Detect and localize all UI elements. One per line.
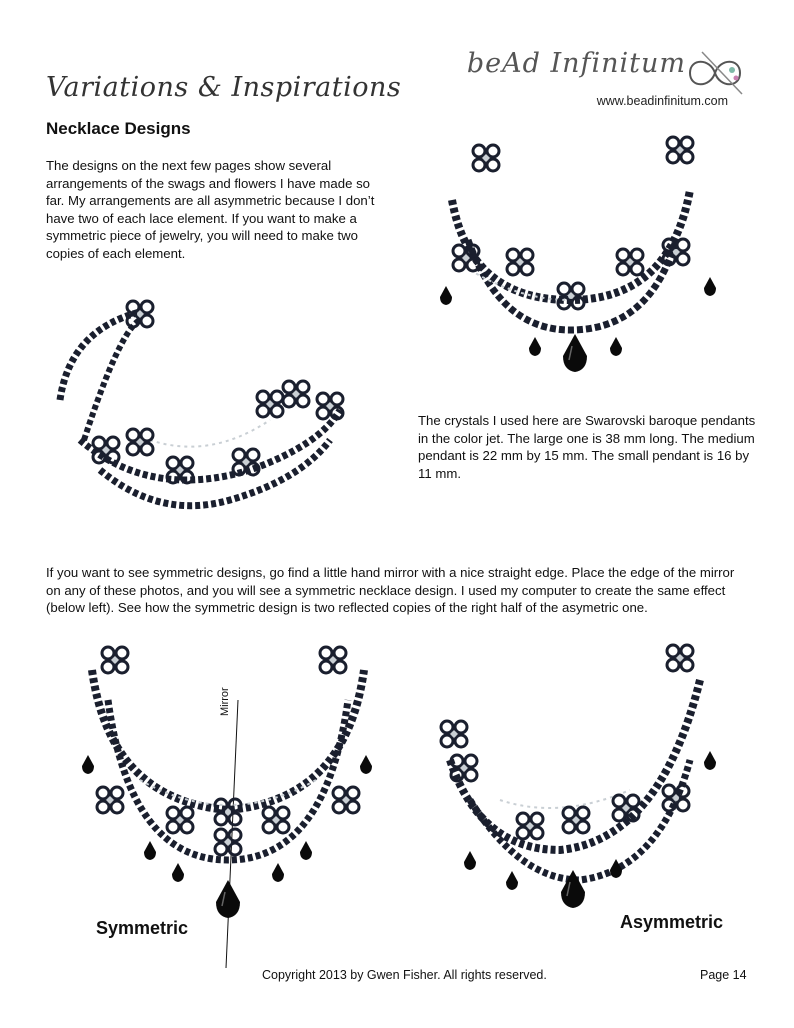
logo-url[interactable]: www.beadinfinitum.com [596, 94, 728, 108]
mirror-paragraph: If you want to see symmetric designs, go find a little hand mirror with a nice straight edge. Place the edge of the mirror on any of these photos, and you will see a symmetric necklace design. I used my computer to create the same effect (below left). See how the symmetric design is two reflected copies of the right half of the asymetric one. [46, 565, 735, 616]
mirror-label: Mirror [219, 687, 231, 716]
necklace-photo-asymmetric [441, 645, 716, 908]
intro-paragraph: The designs on the next few pages show several arrangements of the swags and flowers I have made so far. My arrangements are all asymmetric because I don’t have two of each lace element. If you want to make a symmetric piece of jewelry, you will need to make two copies of each element. [46, 158, 375, 261]
page-subtitle: Necklace Designs [46, 119, 191, 138]
page-number: Page 14 [700, 968, 747, 982]
logo-text: beAd Infinitum [466, 48, 686, 79]
necklace-photo-left [60, 301, 343, 506]
caption-asymmetric: Asymmetric [620, 912, 724, 932]
section-title: Variations & Inspirations [46, 72, 402, 103]
crystal-note: The crystals I used here are Swarovski baroque pendants in the color jet. The large one is 38 mm long. The medium pendant is 22 mm by 15 mm. The small pendant is 16 by 11 mm. [418, 413, 756, 481]
footer-copyright: Copyright 2013 by Gwen Fisher. All rights reserved. [262, 968, 547, 982]
necklace-photo-top-right [440, 137, 716, 372]
caption-symmetric: Symmetric [96, 918, 189, 938]
